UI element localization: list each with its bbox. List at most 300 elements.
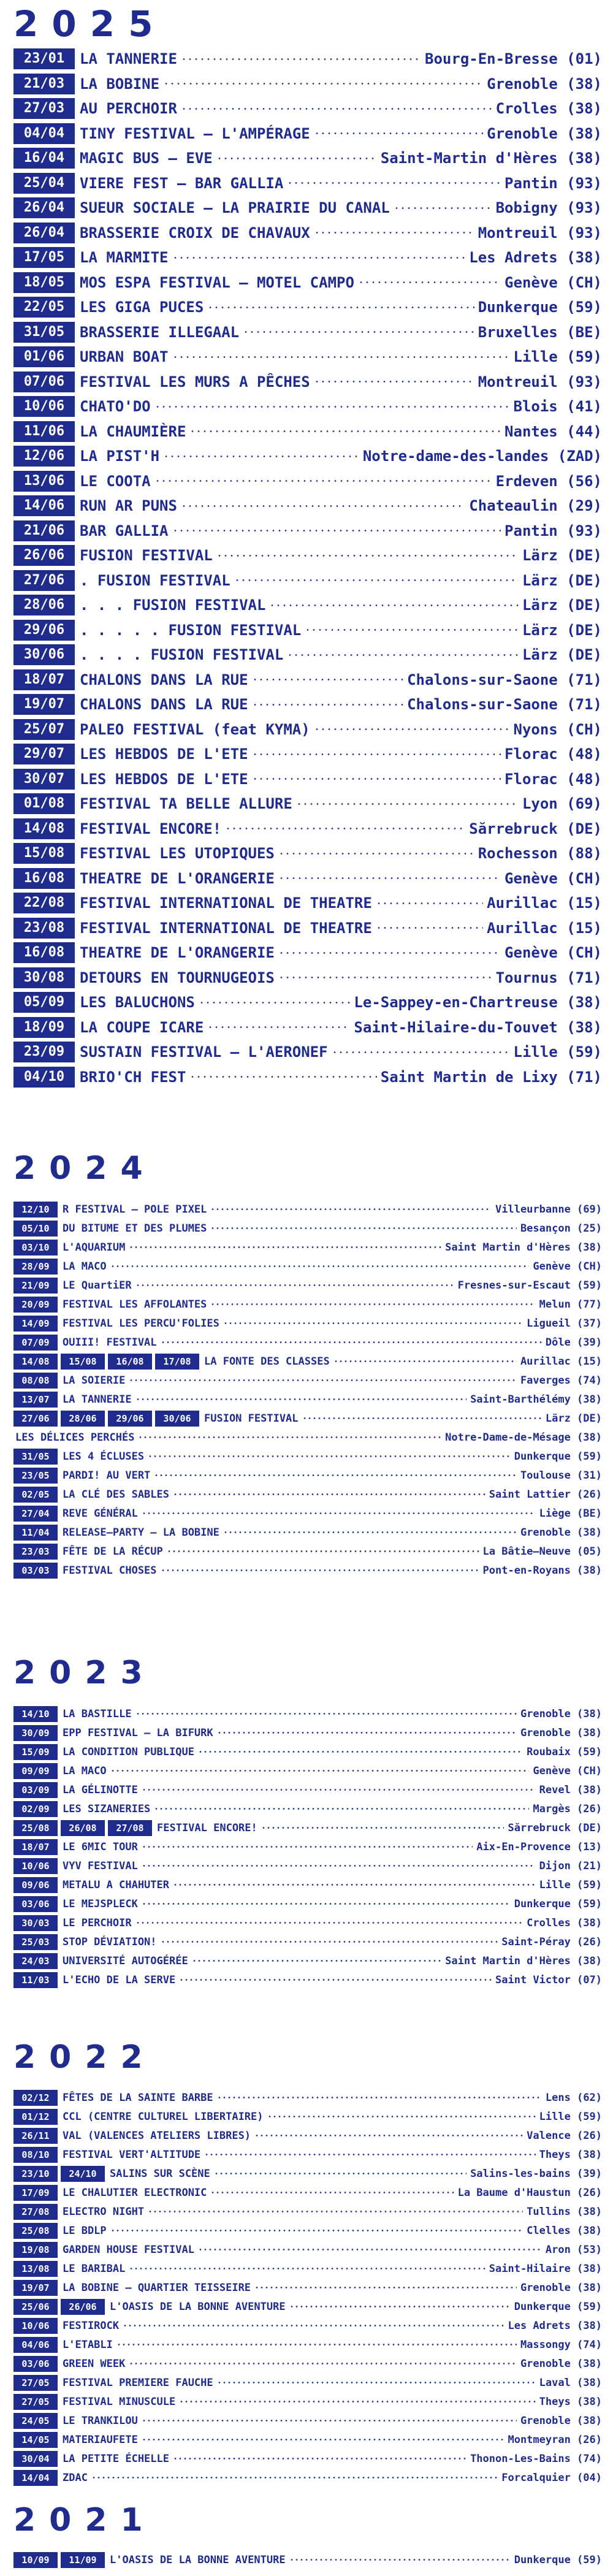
event-row — [13, 1523, 602, 1542]
event-location: Genève (CH) — [504, 869, 602, 887]
event-location: Lärz (DE) — [522, 571, 602, 589]
event-name: FESTIVAL PREMIERE FAUCHE — [63, 2376, 213, 2389]
event-name: CHALONS DANS LA RUE — [80, 671, 248, 688]
date-badge: 27/06 — [13, 570, 75, 591]
event-location: Margès (26) — [533, 1802, 602, 1815]
event-row — [13, 1932, 602, 1951]
date-badge: 30/07 — [13, 769, 75, 790]
dot-leader — [223, 1531, 517, 1533]
event-location: Grenoble (38) — [520, 2357, 602, 2370]
date-badge: 09/09 — [13, 1763, 58, 1779]
event-name: LES HEBDOS DE L'ETE — [80, 745, 248, 763]
dot-leader — [135, 1398, 466, 1400]
event-row — [13, 767, 602, 792]
event-dates — [13, 2375, 61, 2391]
event-location: Le-Sappey-en-Chartreuse (38) — [354, 994, 602, 1012]
event-location: Lärz (DE) — [522, 646, 602, 664]
event-dates — [13, 1763, 61, 1779]
event-row — [13, 2183, 602, 2202]
event-name: L'ETABLI — [63, 2338, 113, 2351]
date-badge: 14/05 — [13, 2432, 58, 2448]
event-dates — [13, 471, 78, 492]
dot-leader — [142, 1789, 536, 1791]
event-location: Dunkerque (59) — [514, 1450, 602, 1463]
event-row — [13, 1913, 602, 1932]
dot-leader — [129, 1246, 441, 1248]
event-dates — [13, 74, 78, 94]
date-badge: 19/08 — [13, 2242, 58, 2258]
date-badge: 23/08 — [13, 918, 75, 939]
event-location: Melun (77) — [539, 1298, 602, 1311]
dot-leader — [333, 1360, 517, 1362]
dot-leader — [154, 1474, 517, 1476]
dot-leader — [252, 679, 404, 680]
event-row — [13, 1333, 602, 1352]
event-dates — [13, 1449, 61, 1465]
event-location: Notre-Dame-de-Mésage (38) — [445, 1431, 602, 1444]
event-name: VAL (VALENCES ATELIERS LIBRES) — [63, 2129, 251, 2142]
event-dates — [13, 2223, 61, 2239]
event-location: Nantes (44) — [504, 422, 602, 440]
event-row — [13, 345, 602, 370]
event-name: LES HEBDOS DE L'ETE — [80, 770, 248, 788]
date-badge: 02/12 — [13, 2090, 58, 2106]
event-dates — [13, 2166, 108, 2182]
date-badge: 21/06 — [13, 520, 75, 541]
date-badge: 24/05 — [13, 2413, 58, 2429]
date-badge: 26/04 — [13, 197, 75, 218]
event-dates — [13, 967, 78, 988]
event-name: URBAN BOAT — [80, 348, 169, 366]
event-dates — [13, 1744, 61, 1760]
dot-leader — [167, 1550, 479, 1552]
event-row — [13, 121, 602, 147]
event-location: Erdeven (56) — [495, 472, 602, 490]
dot-leader — [142, 2439, 504, 2441]
date-badge: 04/06 — [13, 2337, 58, 2353]
date-badge: 10/06 — [13, 1858, 58, 1874]
event-dates — [13, 2394, 61, 2410]
event-row — [13, 1295, 602, 1314]
event-dates — [13, 1278, 61, 1294]
date-badge: 26/11 — [13, 2128, 58, 2144]
event-location: Forcalquier (04) — [501, 2471, 602, 2484]
date-badge: 27/05 — [13, 2394, 58, 2410]
event-name: LA COUPE ICARE — [80, 1018, 204, 1036]
dot-leader — [210, 1208, 492, 1210]
event-name: LES BALUCHONS — [80, 994, 195, 1012]
event-name: FESTIVAL INTERNATIONAL DE THEATRE — [80, 894, 372, 912]
year-section — [13, 2088, 602, 2487]
dot-leader — [142, 1846, 473, 1848]
event-row — [13, 1447, 602, 1466]
event-row — [13, 1818, 602, 1837]
date-badge: 23/05 — [13, 1468, 58, 1484]
event-row — [13, 940, 602, 966]
event-row — [13, 519, 602, 544]
event-row — [13, 2449, 602, 2468]
event-name: LA CHAUMIÈRE — [80, 422, 186, 440]
event-dates — [13, 98, 78, 119]
event-dates — [13, 2128, 61, 2144]
event-row — [13, 1219, 602, 1238]
event-row — [13, 419, 602, 444]
event-dates — [13, 769, 78, 790]
event-location: Aurillac (15) — [520, 1355, 602, 1368]
dot-leader — [161, 1569, 479, 1571]
event-row — [13, 2430, 602, 2449]
date-badge: 19/07 — [13, 2280, 58, 2296]
dot-leader — [216, 158, 377, 159]
event-name: LA BOBINE — [80, 75, 160, 93]
event-dates — [13, 272, 78, 293]
event-name: GARDEN HOUSE FESTIVAL — [63, 2243, 194, 2256]
event-row — [13, 2335, 602, 2354]
event-name: GREEN WEEK — [63, 2357, 126, 2370]
event-name: LA PIST'H — [80, 448, 160, 465]
date-badge: 23/01 — [13, 48, 75, 69]
event-dates — [13, 1972, 61, 1988]
event-name: LA CLÉ DES SABLES — [63, 1488, 169, 1501]
event-location: Grenoble (38) — [520, 1526, 602, 1539]
event-location: Theys (38) — [539, 2395, 602, 2408]
event-dates — [13, 1934, 61, 1950]
event-location: Lärz (DE) — [522, 621, 602, 639]
event-row — [13, 2411, 602, 2430]
dot-leader — [142, 1903, 511, 1905]
event-row — [13, 270, 602, 295]
event-name: FÊTES DE LA SAINTE BARBE — [63, 2091, 213, 2104]
event-name: LE CHALUTIER ELECTRONIC — [63, 2186, 207, 2199]
dot-leader — [148, 1455, 511, 1457]
date-badge: 26/04 — [13, 223, 75, 243]
date-badge: 16/08 — [13, 868, 75, 889]
event-row — [13, 1040, 602, 1065]
date-badge: 05/10 — [13, 1221, 58, 1237]
event-row — [13, 1065, 602, 1090]
event-name: FESTIVAL INTERNATIONAL DE THEATRE — [80, 919, 372, 937]
event-location: Roubaix (59) — [527, 1745, 602, 1758]
event-dates — [13, 1820, 155, 1836]
date-badge: 03/06 — [13, 1896, 58, 1912]
event-name: LE TRANKILOU — [63, 2414, 138, 2427]
event-location: Notre-dame-des-landes (ZAD) — [362, 448, 602, 465]
event-row — [13, 2202, 602, 2221]
event-location: Dijon (21) — [539, 1859, 602, 1872]
event-location: Massongy (74) — [520, 2338, 602, 2351]
dot-leader — [142, 1865, 536, 1867]
date-badge: 25/07 — [13, 719, 75, 740]
event-dates — [13, 421, 78, 442]
event-location: Genève (CH) — [533, 1260, 602, 1273]
event-location: La Bâtie–Neuve (05) — [482, 1545, 602, 1558]
date-badge: 28/06 — [13, 595, 75, 615]
date-badge: 02/05 — [13, 1487, 58, 1503]
date-badge: 03/03 — [13, 1563, 58, 1579]
event-location: Sărrebruck (DE) — [469, 820, 602, 837]
event-name: DU BITUME ET DES PLUMES — [63, 1222, 207, 1235]
date-badge: 30/04 — [13, 2451, 58, 2467]
date-badge: 13/06 — [13, 471, 75, 492]
dot-leader — [269, 604, 519, 606]
event-dates — [13, 744, 78, 764]
dot-leader — [110, 1265, 530, 1267]
dot-leader — [332, 1051, 510, 1053]
event-dates — [13, 2261, 61, 2277]
event-name: LES GIGA PUCES — [80, 299, 204, 316]
event-location: Grenoble (38) — [520, 1726, 602, 1739]
date-badge: 14/04 — [13, 2470, 58, 2486]
event-dates — [13, 694, 78, 715]
event-location: Saint-Hilaire (38) — [489, 2262, 602, 2275]
event-location: Blois (41) — [513, 398, 602, 416]
event-name: THEATRE DE L'ORANGERIE — [80, 869, 275, 887]
event-dates — [13, 868, 78, 889]
event-location: Dunkerque (59) — [514, 1897, 602, 1910]
event-name: LES DÉLICES PERCHÉS — [15, 1431, 135, 1444]
event-name: . . . . . FUSION FESTIVAL — [80, 621, 302, 639]
event-location: Aurillac (15) — [487, 919, 602, 937]
event-location: Aurillac (15) — [487, 894, 602, 912]
dot-leader — [138, 1436, 441, 1438]
event-location: Les Adrets (38) — [508, 2319, 602, 2332]
event-location: Grenoble (38) — [520, 2414, 602, 2427]
event-location: Lärz (DE) — [545, 1412, 602, 1425]
event-location: Florac (48) — [504, 745, 602, 763]
event-dates — [13, 2470, 61, 2486]
event-location: Montreuil (93) — [478, 224, 602, 242]
event-location: Bruxelles (BE) — [478, 323, 602, 341]
event-row — [13, 1409, 602, 1428]
dot-leader — [204, 2154, 535, 2155]
dot-leader — [123, 2325, 504, 2326]
dot-leader — [289, 2559, 511, 2561]
event-row — [13, 171, 602, 196]
dot-leader — [358, 281, 501, 283]
event-name: THEATRE DE L'ORANGERIE — [80, 944, 275, 962]
event-row — [13, 1371, 602, 1390]
event-dates — [13, 545, 78, 566]
dot-leader — [210, 2192, 454, 2193]
date-badge: 24/10 — [61, 2166, 105, 2182]
event-location: Saint-Barthélémy (38) — [470, 1393, 602, 1406]
event-dates — [13, 1373, 61, 1389]
event-dates — [13, 1468, 61, 1484]
event-dates — [13, 396, 78, 417]
dot-leader — [129, 2268, 485, 2269]
event-name: PALEO FESTIVAL (feat KYMA) — [80, 720, 310, 738]
dot-leader — [135, 1713, 517, 1715]
event-location: Saint Martin d'Hères (38) — [445, 1954, 602, 1967]
dot-leader — [254, 2287, 517, 2288]
event-row — [13, 866, 602, 891]
event-dates — [13, 1896, 61, 1912]
event-row — [13, 72, 602, 97]
date-badge: 30/06 — [155, 1411, 199, 1427]
event-row — [13, 791, 602, 817]
date-badge: 18/07 — [13, 1839, 58, 1855]
date-badge: 25/03 — [13, 1934, 58, 1950]
dot-leader — [192, 1960, 441, 1962]
date-badge: 07/09 — [13, 1335, 58, 1351]
event-location: Lens (62) — [545, 2091, 602, 2104]
event-row — [13, 245, 602, 270]
event-dates — [13, 2280, 61, 2296]
event-dates — [13, 2552, 108, 2568]
event-row — [13, 1951, 602, 1970]
event-name: RELEASE–PARTY – LA BOBINE — [63, 1526, 219, 1539]
date-badge: 25/04 — [13, 173, 75, 194]
event-name: CCL (CENTRE CULTUREL LIBERTAIRE) — [63, 2110, 264, 2123]
event-row — [13, 2468, 602, 2487]
event-dates — [13, 1316, 61, 1332]
event-dates — [13, 346, 78, 367]
event-location: Aix-En-Provence (13) — [476, 1840, 602, 1853]
date-badge: 14/08 — [13, 818, 75, 839]
event-dates — [13, 2299, 108, 2315]
dot-leader — [223, 1322, 523, 1324]
date-badge: 03/10 — [13, 1240, 58, 1256]
event-dates — [13, 372, 78, 392]
dot-leader — [214, 2173, 466, 2174]
year-heading: 2024 — [13, 1150, 156, 1187]
dot-leader — [179, 2401, 535, 2403]
dot-leader — [305, 629, 519, 631]
date-badge: 25/06 — [13, 2299, 58, 2315]
event-row — [13, 1390, 602, 1409]
event-name: FESTIVAL LES UTOPIQUES — [80, 845, 275, 863]
event-name: FESTIVAL VERT'ALTITUDE — [63, 2148, 201, 2161]
event-dates — [13, 1297, 61, 1313]
event-location: Tournus (71) — [495, 969, 602, 986]
event-dates — [13, 2451, 61, 2467]
date-badge: 13/08 — [13, 2261, 58, 2277]
event-name: LE PERCHOIR — [63, 1916, 132, 1929]
date-badge: 11/06 — [13, 421, 75, 442]
event-location: Crolles (38) — [495, 100, 602, 118]
event-location: Saint Martin de Lixy (71) — [380, 1068, 602, 1086]
date-badge: 25/08 — [13, 2223, 58, 2239]
event-dates — [13, 2432, 61, 2448]
event-dates — [13, 1202, 61, 1218]
date-badge: 27/04 — [13, 1506, 58, 1522]
date-badge: 15/09 — [13, 1744, 58, 1760]
event-location: Saint-Martin d'Hères (38) — [380, 150, 602, 167]
event-name: LE BARIBAL — [63, 2262, 126, 2275]
event-dates — [13, 2413, 61, 2429]
event-name: LE BDLP — [63, 2224, 107, 2237]
event-row — [13, 2278, 602, 2297]
event-dates — [13, 1221, 61, 1237]
event-location: Chalons-sur-Saone (71) — [407, 696, 602, 714]
event-row — [13, 444, 602, 469]
event-name: L'OASIS DE LA BONNE AVENTURE — [110, 2553, 286, 2566]
date-badge: 08/08 — [13, 1373, 58, 1389]
dot-leader — [210, 1303, 535, 1305]
event-name: LA MACO — [63, 1764, 107, 1777]
event-location: Florac (48) — [504, 770, 602, 788]
event-name: FESTIVAL ENCORE! — [157, 1821, 257, 1834]
event-location: Fresnes-sur-Escaut (59) — [457, 1279, 602, 1292]
date-badge: 31/05 — [13, 322, 75, 343]
event-name: ZDAC — [63, 2471, 88, 2484]
dot-leader — [135, 1922, 524, 1924]
date-badge: 27/08 — [13, 2204, 58, 2220]
dot-leader — [110, 2230, 524, 2231]
event-name: BRASSERIE ILLEGAAL — [80, 323, 240, 341]
event-name: LA SOIERIE — [63, 1374, 126, 1387]
event-dates — [13, 1259, 61, 1275]
event-location: Clelles (38) — [527, 2224, 602, 2237]
event-location: Lille (59) — [513, 348, 602, 366]
event-dates — [13, 1563, 61, 1579]
event-row — [13, 916, 602, 941]
event-dates — [13, 2147, 61, 2163]
event-name: CHALONS DANS LA RUE — [80, 696, 248, 714]
event-location: Liège (BE) — [539, 1507, 602, 1520]
event-row — [13, 2240, 602, 2259]
event-location: Villeurbanne (69) — [495, 1203, 602, 1216]
event-row — [13, 568, 602, 593]
dot-leader — [216, 555, 519, 557]
event-dates — [13, 1544, 61, 1560]
event-location: Nyons (CH) — [513, 720, 602, 738]
event-name: LES SIZANERIES — [63, 1802, 151, 1815]
event-row — [13, 593, 602, 618]
event-row — [13, 295, 602, 320]
event-name: FESTIROCK — [63, 2319, 120, 2332]
event-dates — [13, 1706, 61, 1722]
date-badge: 18/07 — [13, 669, 75, 690]
dot-leader — [173, 1493, 485, 1495]
event-name: . . . FUSION FESTIVAL — [80, 596, 266, 614]
event-dates — [13, 818, 78, 839]
event-name: SALINS SUR SCÈNE — [110, 2167, 210, 2180]
event-location: Dôle (39) — [545, 1336, 602, 1349]
dot-leader — [261, 1827, 504, 1829]
event-name: FUSION FESTIVAL — [204, 1412, 299, 1425]
event-dates — [13, 1877, 61, 1893]
event-location: Ligueil (37) — [527, 1317, 602, 1330]
event-row — [13, 320, 602, 345]
date-badge: 04/10 — [13, 1067, 75, 1088]
event-row — [13, 1352, 602, 1371]
event-location: Grenoble (38) — [520, 1707, 602, 1720]
event-dates — [13, 2090, 61, 2106]
event-name: L'OASIS DE LA BONNE AVENTURE — [110, 2300, 286, 2313]
event-row — [13, 1799, 602, 1818]
dot-leader — [296, 803, 519, 805]
event-row — [13, 2550, 602, 2569]
dot-leader — [199, 1002, 351, 1004]
date-badge: 30/09 — [13, 1725, 58, 1741]
event-name: LES 4 ÉCLUSES — [63, 1450, 145, 1463]
dot-leader — [234, 579, 519, 581]
event-row — [13, 2145, 602, 2164]
dot-leader — [210, 1227, 517, 1229]
dot-leader — [142, 1512, 536, 1514]
dot-leader — [314, 132, 483, 134]
event-row — [13, 1875, 602, 1894]
date-badge: 30/08 — [13, 967, 75, 988]
date-badge: 02/09 — [13, 1801, 58, 1817]
event-dates — [13, 1354, 202, 1370]
event-location: Faverges (74) — [520, 1374, 602, 1387]
date-badge: 10/06 — [13, 2318, 58, 2334]
date-badge: 30/03 — [13, 1915, 58, 1931]
date-badge: 09/06 — [13, 1877, 58, 1893]
event-row — [13, 717, 602, 742]
